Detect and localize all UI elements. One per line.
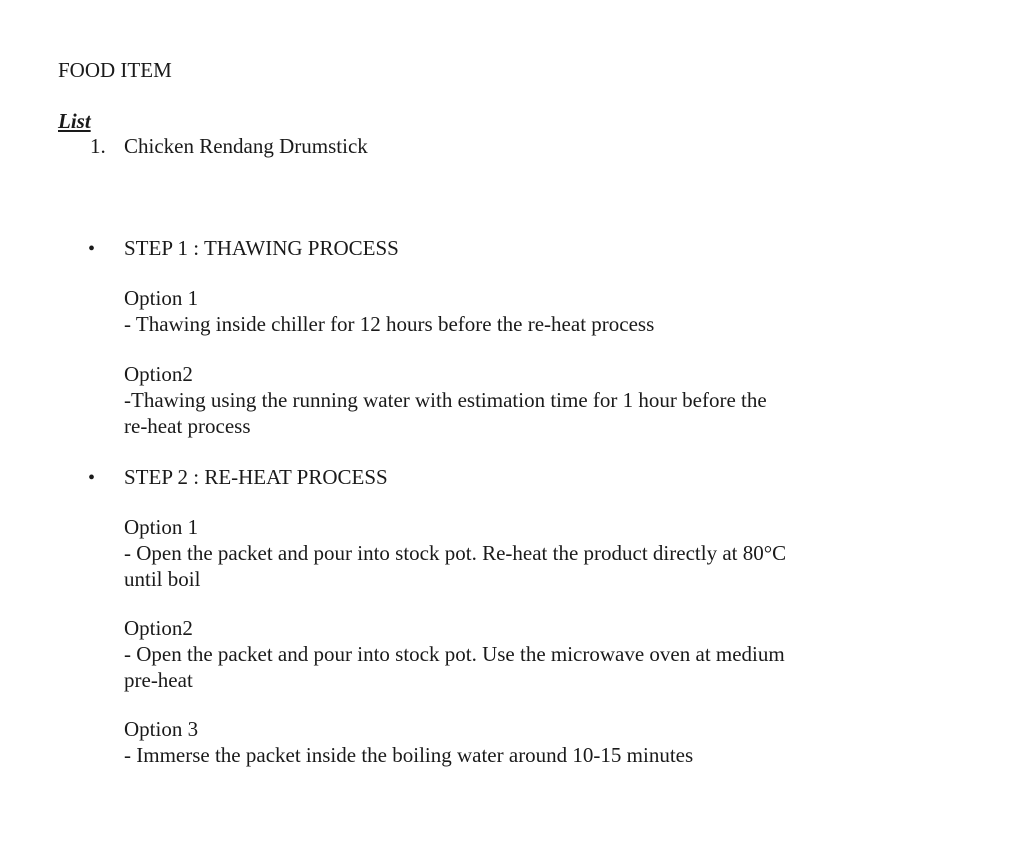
bullet-icon: • (88, 467, 96, 489)
option-line: until boil (124, 567, 201, 591)
document-heading: FOOD ITEM (58, 58, 172, 82)
option-label: Option2 (124, 362, 193, 386)
list-item (90, 133, 368, 159)
list-item-number: 1. (90, 134, 106, 158)
list-item-text: Chicken Rendang Drumstick (124, 134, 368, 158)
option-line: - Open the packet and pour into stock pot. Re-heat the product directly at 80°C (124, 541, 787, 565)
step-1-option-1 (124, 285, 844, 337)
option-line: - Immerse the packet inside the boiling water around 10-15 minutes (124, 743, 694, 767)
option-line: re-heat process (124, 414, 251, 438)
option-label: Option 1 (124, 286, 199, 310)
step-2-heading (88, 464, 388, 491)
option-label: Option 3 (124, 717, 199, 741)
option-label: Option2 (124, 616, 193, 640)
option-line: - Thawing inside chiller for 12 hours before the re-heat process (124, 312, 655, 336)
list-label: List (58, 109, 91, 133)
step-1-option-2 (124, 361, 844, 439)
step-title: STEP 1 : THAWING PROCESS (124, 236, 399, 260)
step-title: STEP 2 : RE-HEAT PROCESS (124, 465, 388, 489)
option-label: Option 1 (124, 515, 199, 539)
step-2-option-1 (124, 514, 844, 592)
step-2-option-2 (124, 615, 844, 693)
option-line: - Open the packet and pour into stock pot. Use the microwave oven at medium (124, 642, 785, 666)
bullet-icon: • (88, 238, 96, 260)
option-line: pre-heat (124, 668, 193, 692)
option-line: -Thawing using the running water with estimation time for 1 hour before the (124, 388, 767, 412)
step-2-option-3 (124, 716, 844, 768)
step-1-heading (88, 235, 399, 262)
